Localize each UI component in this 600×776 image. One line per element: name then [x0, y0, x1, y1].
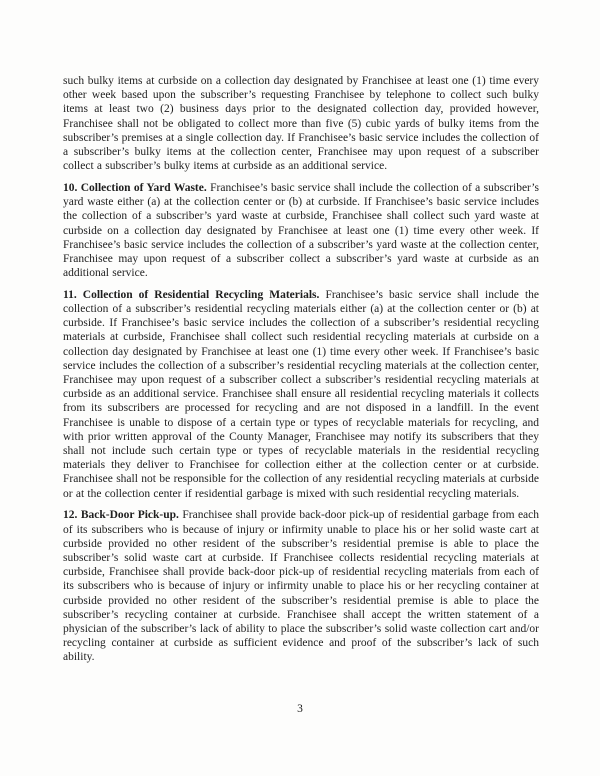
paragraph-body: Franchisee’s basic service shall include the collection of a subscriber’s yard waste either (a) at the collection center or (b) at curbside. If Franchisee’s basic service includes the collection of a subscriber’s yard waste at curbside, Franchisee shall collect such yard waste at curbside on a collection day designated by Franchisee at least one (1) time every other week. If Franchisee’s basic service includes the collection of a subscriber’s yard waste at the collection center, Franchisee may upon request of a subscriber collect a subscriber’s yard waste at curbside as an additional service.	[63, 181, 539, 280]
section-heading-11: 11. Collection of Residential Recycling Materials.	[63, 288, 320, 301]
paragraph-yard-waste	[63, 181, 539, 280]
paragraph-body: Franchisee shall provide back-door pick-up of residential garbage from each of its subscribers who is because of injury or infirmity unable to place his or her solid waste cart at curbside provided no other resident of the subscriber’s residential premise is able to place the subscriber’s solid waste cart at curbside. If Franchisee collects residential recycling materials at curbside, Franchisee shall provide back-door pick-up of residential recycling materials from each of its subscribers who is because of injury or infirmity unable to place his or her recycling container at curbside provided no other resident of the subscriber’s residential premise is able to place the subscriber’s recycling container at curbside. Franchisee shall accept the written statement of a physician of the subscriber’s lack of ability to place the subscriber’s solid waste collection cart and/or recycling container at curbside as sufficient evidence and proof of the subscriber’s lack of such ability.	[63, 509, 540, 664]
paragraph-recycling-materials	[63, 288, 539, 501]
section-heading-12: 12. Back-Door Pick-up.	[63, 509, 179, 522]
document-body	[63, 74, 539, 672]
section-heading-10: 10. Collection of Yard Waste.	[63, 181, 207, 194]
paragraph-back-door-pickup	[63, 508, 539, 664]
paragraph-body: such bulky items at curbside on a collection day designated by Franchisee at least one (1) time every other week based upon the subscriber’s requesting Franchisee by telephone to collect such bulky items at least two (2) business days prior to the designated collection day, provided however, Franchisee shall not be obligated to collect more than five (5) cubic yards of bulky items from the subscriber’s premises at a single collection day. If Franchisee’s basic service includes the collection of a subscriber’s bulky items at the collection center, Franchisee may upon request of a subscriber collect a subscriber’s bulky items at curbside as an additional service.	[63, 75, 539, 173]
page-number: 3	[297, 703, 303, 715]
paragraph-bulky-items-continuation	[63, 74, 539, 173]
paragraph-body: Franchisee’s basic service shall include the collection of a subscriber’s residential recycling materials either (a) at the collection center or (b) at curbside. If Franchisee’s basic service includes the collection of a subscriber’s residential recycling materials at curbside, Franchisee shall collect such residential recycling materials at curbside on a collection day designated by Franchisee at least one (1) time every other week. If Franchisee’s basic service includes the collection of a subscriber’s residential recycling materials at the collection center, Franchisee may upon request of a subscriber collect a subscriber’s residential recycling materials at curbside as an additional service. Franchisee shall ensure all residential recycling materials it collects from its subscribers are processed for recycling and are not disposed in a landfill. In the event Franchisee is unable to dispose of a certain type or types of recyclable materials for recycling, and with prior written approval of the County Manager, Franchisee may notify its subscribers that they shall not include such certain type or types of recyclable materials in the residential recycling materials they deliver to Franchisee for collection either at the collection center or at curbside. Franchisee shall not be responsible for the collection of any residential recycling materials at curbside or at the collection center if residential garbage is mixed with such residential recycling materials.	[63, 288, 539, 500]
